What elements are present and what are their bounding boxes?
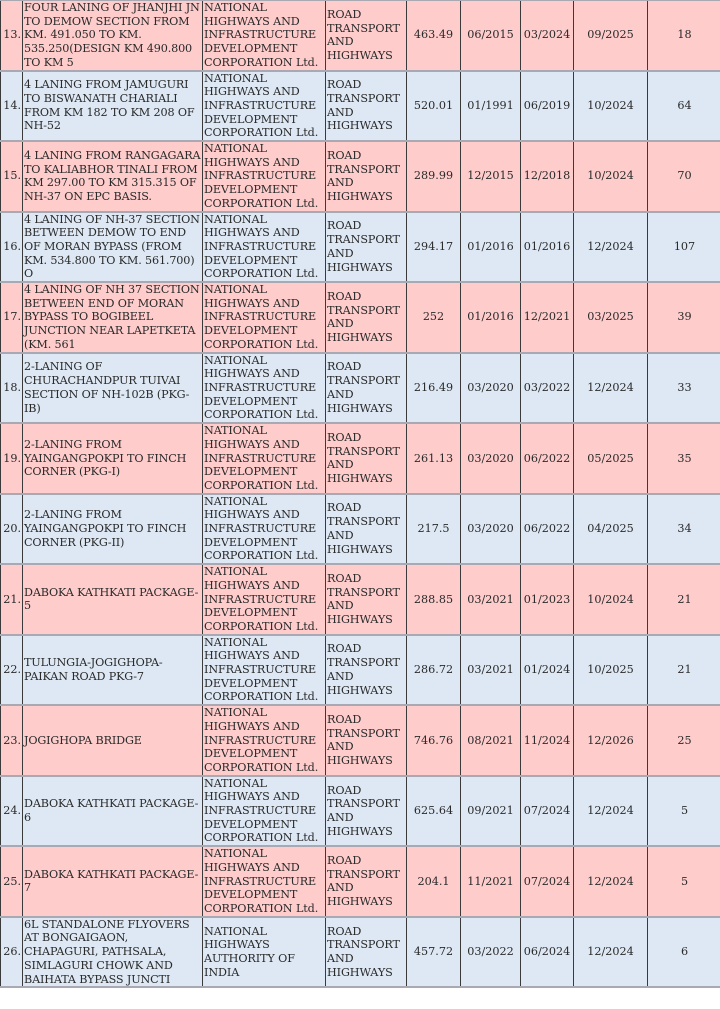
row-number: 19. <box>1 423 23 494</box>
original-completion-date: 06/2022 <box>521 423 574 494</box>
start-date: 03/2022 <box>461 917 521 988</box>
start-date: 12/2015 <box>461 141 521 212</box>
table-row <box>1 564 720 635</box>
table-row <box>1 635 720 706</box>
start-date: 03/2021 <box>461 564 521 635</box>
anticipated-completion-date: 12/2024 <box>574 917 648 988</box>
ministry: ROAD TRANSPORT AND HIGHWAYS <box>326 776 407 847</box>
delay-months: 33 <box>648 353 720 424</box>
project-name: 4 LANING OF NH-37 SECTION BETWEEN DEMOW TO END OF MORAN BYPASS (FROM KM. 534.800 TO KM. 561.700) O <box>23 212 203 283</box>
ministry: ROAD TRANSPORT AND HIGHWAYS <box>326 0 407 71</box>
original-completion-date: 06/2024 <box>521 917 574 988</box>
table-row <box>1 141 720 212</box>
implementing-agency: NATIONAL HIGHWAYS AND INFRASTRUCTURE DEVELOPMENT CORPORATION Ltd. <box>203 282 326 353</box>
implementing-agency: NATIONAL HIGHWAYS AUTHORITY OF INDIA <box>203 917 326 988</box>
start-date: 09/2021 <box>461 776 521 847</box>
project-name: TULUNGIA-JOGIGHOPA-PAIKAN ROAD PKG-7 <box>23 635 203 706</box>
table-row <box>1 917 720 988</box>
original-completion-date: 07/2024 <box>521 776 574 847</box>
project-name: DABOKA KATHKATI PACKAGE-6 <box>23 776 203 847</box>
ministry: ROAD TRANSPORT AND HIGHWAYS <box>326 846 407 917</box>
anticipated-completion-date: 12/2024 <box>574 776 648 847</box>
anticipated-completion-date: 10/2025 <box>574 635 648 706</box>
table-row <box>1 776 720 847</box>
start-date: 01/2016 <box>461 282 521 353</box>
anticipated-completion-date: 03/2025 <box>574 282 648 353</box>
table-row <box>1 705 720 776</box>
implementing-agency: NATIONAL HIGHWAYS AND INFRASTRUCTURE DEVELOPMENT CORPORATION Ltd. <box>203 353 326 424</box>
start-date: 03/2020 <box>461 353 521 424</box>
project-name: 6L STANDALONE FLYOVERS AT BONGAIGAON, CHAPAGURI, PATHSALA, SIMLAGURI CHOWK AND BAIHATA BYPASS JUNCTI <box>23 917 203 988</box>
ministry: ROAD TRANSPORT AND HIGHWAYS <box>326 423 407 494</box>
table-row <box>1 0 720 71</box>
row-number: 13. <box>1 0 23 71</box>
table-row <box>1 423 720 494</box>
project-cost: 216.49 <box>407 353 461 424</box>
original-completion-date: 12/2021 <box>521 282 574 353</box>
row-number: 15. <box>1 141 23 212</box>
implementing-agency: NATIONAL HIGHWAYS AND INFRASTRUCTURE DEVELOPMENT CORPORATION Ltd. <box>203 564 326 635</box>
project-cost: 252 <box>407 282 461 353</box>
project-cost: 463.49 <box>407 0 461 71</box>
row-number: 14. <box>1 71 23 142</box>
original-completion-date: 01/2024 <box>521 635 574 706</box>
original-completion-date: 03/2024 <box>521 0 574 71</box>
anticipated-completion-date: 12/2024 <box>574 353 648 424</box>
anticipated-completion-date: 10/2024 <box>574 71 648 142</box>
delay-months: 25 <box>648 705 720 776</box>
project-cost: 289.99 <box>407 141 461 212</box>
project-name: JOGIGHOPA BRIDGE <box>23 705 203 776</box>
row-number: 16. <box>1 212 23 283</box>
project-name: 2-LANING OF CHURACHANDPUR TUIVAI SECTION OF NH-102B (PKG- IB) <box>23 353 203 424</box>
start-date: 01/2016 <box>461 212 521 283</box>
start-date: 08/2021 <box>461 705 521 776</box>
table-row <box>1 494 720 565</box>
project-cost: 217.5 <box>407 494 461 565</box>
start-date: 03/2020 <box>461 423 521 494</box>
anticipated-completion-date: 09/2025 <box>574 0 648 71</box>
delay-months: 34 <box>648 494 720 565</box>
project-name: FOUR LANING OF JHANJHI JN TO DEMOW SECTION FROM KM. 491.050 TO KM. 535.250(DESIGN KM 490.800 TO KM 5 <box>23 0 203 71</box>
implementing-agency: NATIONAL HIGHWAYS AND INFRASTRUCTURE DEVELOPMENT CORPORATION Ltd. <box>203 423 326 494</box>
original-completion-date: 03/2022 <box>521 353 574 424</box>
start-date: 03/2020 <box>461 494 521 565</box>
start-date: 03/2021 <box>461 635 521 706</box>
original-completion-date: 12/2018 <box>521 141 574 212</box>
delay-months: 5 <box>648 776 720 847</box>
anticipated-completion-date: 10/2024 <box>574 564 648 635</box>
row-number: 22. <box>1 635 23 706</box>
implementing-agency: NATIONAL HIGHWAYS AND INFRASTRUCTURE DEVELOPMENT CORPORATION Ltd. <box>203 71 326 142</box>
ministry: ROAD TRANSPORT AND HIGHWAYS <box>326 564 407 635</box>
table-row <box>1 71 720 142</box>
project-cost: 746.76 <box>407 705 461 776</box>
implementing-agency: NATIONAL HIGHWAYS AND INFRASTRUCTURE DEVELOPMENT CORPORATION Ltd. <box>203 494 326 565</box>
project-cost: 520.01 <box>407 71 461 142</box>
anticipated-completion-date: 04/2025 <box>574 494 648 565</box>
ministry: ROAD TRANSPORT AND HIGHWAYS <box>326 635 407 706</box>
ministry: ROAD TRANSPORT AND HIGHWAYS <box>326 212 407 283</box>
project-cost: 286.72 <box>407 635 461 706</box>
implementing-agency: NATIONAL HIGHWAYS AND INFRASTRUCTURE DEVELOPMENT CORPORATION Ltd. <box>203 846 326 917</box>
ministry: ROAD TRANSPORT AND HIGHWAYS <box>326 917 407 988</box>
project-name: 4 LANING FROM RANGAGARA TO KALIABHOR TINALI FROM KM 297.00 TO KM 315.315 OF NH-37 ON EPC BASIS. <box>23 141 203 212</box>
delay-months: 35 <box>648 423 720 494</box>
implementing-agency: NATIONAL HIGHWAYS AND INFRASTRUCTURE DEVELOPMENT CORPORATION Ltd. <box>203 141 326 212</box>
table-row <box>1 353 720 424</box>
project-name: 2-LANING FROM YAINGANGPOKPI TO FINCH CORNER (PKG-II) <box>23 494 203 565</box>
row-number: 26. <box>1 917 23 988</box>
ministry: ROAD TRANSPORT AND HIGHWAYS <box>326 71 407 142</box>
implementing-agency: NATIONAL HIGHWAYS AND INFRASTRUCTURE DEVELOPMENT CORPORATION Ltd. <box>203 0 326 71</box>
delay-months: 18 <box>648 0 720 71</box>
anticipated-completion-date: 12/2024 <box>574 846 648 917</box>
implementing-agency: NATIONAL HIGHWAYS AND INFRASTRUCTURE DEVELOPMENT CORPORATION Ltd. <box>203 705 326 776</box>
project-name: 2-LANING FROM YAINGANGPOKPI TO FINCH CORNER (PKG-I) <box>23 423 203 494</box>
ministry: ROAD TRANSPORT AND HIGHWAYS <box>326 353 407 424</box>
row-number: 24. <box>1 776 23 847</box>
ministry: ROAD TRANSPORT AND HIGHWAYS <box>326 282 407 353</box>
original-completion-date: 07/2024 <box>521 846 574 917</box>
implementing-agency: NATIONAL HIGHWAYS AND INFRASTRUCTURE DEVELOPMENT CORPORATION Ltd. <box>203 212 326 283</box>
delay-months: 39 <box>648 282 720 353</box>
delay-months: 21 <box>648 635 720 706</box>
table-body <box>1 0 720 987</box>
anticipated-completion-date: 12/2026 <box>574 705 648 776</box>
project-cost: 457.72 <box>407 917 461 988</box>
original-completion-date: 11/2024 <box>521 705 574 776</box>
anticipated-completion-date: 05/2025 <box>574 423 648 494</box>
ministry: ROAD TRANSPORT AND HIGHWAYS <box>326 494 407 565</box>
start-date: 11/2021 <box>461 846 521 917</box>
project-name: DABOKA KATHKATI PACKAGE-5 <box>23 564 203 635</box>
row-number: 17. <box>1 282 23 353</box>
delay-months: 21 <box>648 564 720 635</box>
table-row <box>1 212 720 283</box>
row-number: 18. <box>1 353 23 424</box>
original-completion-date: 06/2022 <box>521 494 574 565</box>
ministry: ROAD TRANSPORT AND HIGHWAYS <box>326 705 407 776</box>
row-number: 25. <box>1 846 23 917</box>
project-cost: 625.64 <box>407 776 461 847</box>
start-date: 06/2015 <box>461 0 521 71</box>
project-cost: 288.85 <box>407 564 461 635</box>
start-date: 01/1991 <box>461 71 521 142</box>
project-cost: 294.17 <box>407 212 461 283</box>
row-number: 23. <box>1 705 23 776</box>
ministry: ROAD TRANSPORT AND HIGHWAYS <box>326 141 407 212</box>
project-cost: 261.13 <box>407 423 461 494</box>
delay-months: 64 <box>648 71 720 142</box>
original-completion-date: 01/2016 <box>521 212 574 283</box>
row-number: 20. <box>1 494 23 565</box>
anticipated-completion-date: 10/2024 <box>574 141 648 212</box>
implementing-agency: NATIONAL HIGHWAYS AND INFRASTRUCTURE DEVELOPMENT CORPORATION Ltd. <box>203 635 326 706</box>
project-cost: 204.1 <box>407 846 461 917</box>
row-number: 21. <box>1 564 23 635</box>
original-completion-date: 01/2023 <box>521 564 574 635</box>
delay-months: 5 <box>648 846 720 917</box>
project-name: 4 LANING OF NH 37 SECTION BETWEEN END OF MORAN BYPASS TO BOGIBEEL JUNCTION NEAR LAPETKETA (KM. 561 <box>23 282 203 353</box>
original-completion-date: 06/2019 <box>521 71 574 142</box>
project-name: 4 LANING FROM JAMUGURI TO BISWANATH CHARIALI FROM KM 182 TO KM 208 OF NH-52 <box>23 71 203 142</box>
delay-months: 6 <box>648 917 720 988</box>
project-name: DABOKA KATHKATI PACKAGE-7 <box>23 846 203 917</box>
table-row <box>1 846 720 917</box>
delay-months: 70 <box>648 141 720 212</box>
delay-months: 107 <box>648 212 720 283</box>
anticipated-completion-date: 12/2024 <box>574 212 648 283</box>
table-row <box>1 282 720 353</box>
implementing-agency: NATIONAL HIGHWAYS AND INFRASTRUCTURE DEVELOPMENT CORPORATION Ltd. <box>203 776 326 847</box>
